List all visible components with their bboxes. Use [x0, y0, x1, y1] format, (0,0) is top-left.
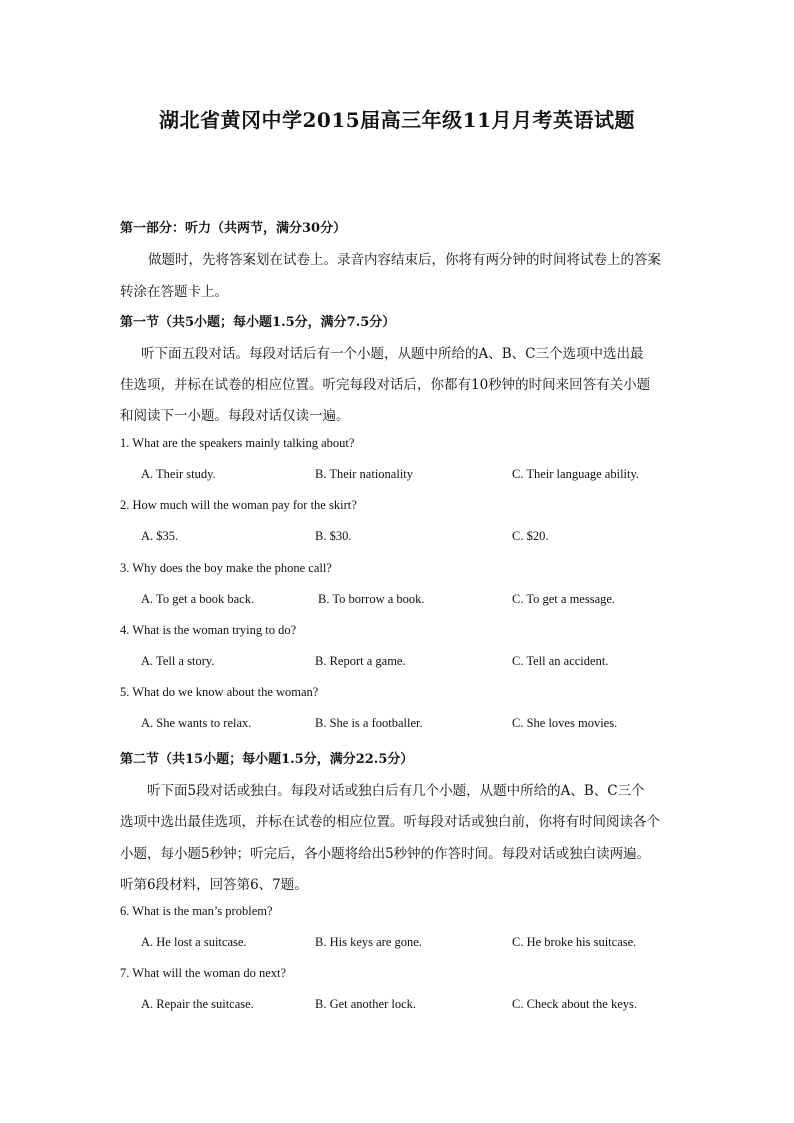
q1-option-b: B. Their nationality [315, 467, 414, 481]
section1-instruction-line: 和阅读下一小题。每段对话仅读一遍。 [120, 408, 350, 424]
section2-instruction-line: 听第6段材料，回答第6、7题。 [120, 877, 308, 893]
section2-instruction-line: 小题，每小题5秒钟；听完后，各小题将给出5秒钟的作答时间。每段对话或独白读两遍。 [120, 846, 651, 862]
q7-option-c: C. Check about the keys. [512, 997, 637, 1011]
question-2: 2. How much will the woman pay for the skirt? [120, 498, 357, 512]
q4-option-a: A. Tell a story. [141, 654, 215, 668]
question-6: 6. What is the man’s problem? [120, 904, 273, 918]
q6-option-b: B. His keys are gone. [315, 935, 422, 949]
section2-instruction-line: 听下面5段对话或独白。每段对话或独白后有几个小题，从题中所给的A、B、C三个 [147, 783, 645, 799]
q3-option-c: C. To get a message. [512, 592, 616, 606]
q2-option-c: C. $20. [512, 529, 549, 543]
section2-heading: 第二节（共15小题；每小题1.5分，满分22.5分） [120, 752, 414, 767]
q4-option-b: B. Report a game. [315, 654, 406, 668]
question-5: 5. What do we know about the woman? [120, 685, 319, 699]
q7-option-a: A. Repair the suitcase. [141, 997, 254, 1011]
q2-option-b: B. $30. [315, 529, 352, 543]
q3-option-a: A. To get a book back. [141, 592, 255, 606]
q4-option-c: C. Tell an accident. [512, 654, 609, 668]
part1-intro-line: 做题时，先将答案划在试卷上。录音内容结束后，你将有两分钟的时间将试卷上的答案 [148, 252, 661, 268]
q6-option-c: C. He broke his suitcase. [512, 935, 637, 949]
q6-option-a: A. He lost a suitcase. [141, 935, 247, 949]
q1-option-a: A. Their study. [141, 467, 216, 481]
section2-instruction-line: 选项中选出最佳选项，并标在试卷的相应位置。听每段对话或独白前，你将有时间阅读各个 [120, 814, 660, 830]
q5-option-b: B. She is a footballer. [315, 716, 423, 730]
q3-option-b: B. To borrow a book. [318, 592, 425, 606]
q5-option-c: C. She loves movies. [512, 716, 618, 730]
question-7: 7. What will the woman do next? [120, 966, 287, 980]
q1-option-c: C. Their language ability. [512, 467, 640, 481]
question-3: 3. Why does the boy make the phone call? [120, 561, 332, 575]
q5-option-a: A. She wants to relax. [141, 716, 252, 730]
q2-option-a: A. $35. [141, 529, 179, 543]
question-4: 4. What is the woman trying to do? [120, 623, 297, 637]
question-1: 1. What are the speakers mainly talking about? [120, 436, 355, 450]
section1-instruction-line: 佳选项，并标在试卷的相应位置。听完每段对话后，你都有10秒钟的时间来回答有关小题 [120, 377, 651, 393]
section1-heading: 第一节（共5小题；每小题1.5分，满分7.5分） [120, 315, 396, 330]
part1-heading: 第一部分：听力（共两节，满分30分） [120, 221, 347, 236]
section1-instruction-line: 听下面五段对话。每段对话后有一个小题，从题中所给的A、B、C三个选项中选出最 [141, 346, 644, 362]
q7-option-b: B. Get another lock. [315, 997, 417, 1011]
part1-intro-line: 转涂在答题卡上。 [120, 284, 228, 300]
exam-title: 湖北省黄冈中学2015届高三年级11月月考英语试题 [159, 108, 635, 132]
